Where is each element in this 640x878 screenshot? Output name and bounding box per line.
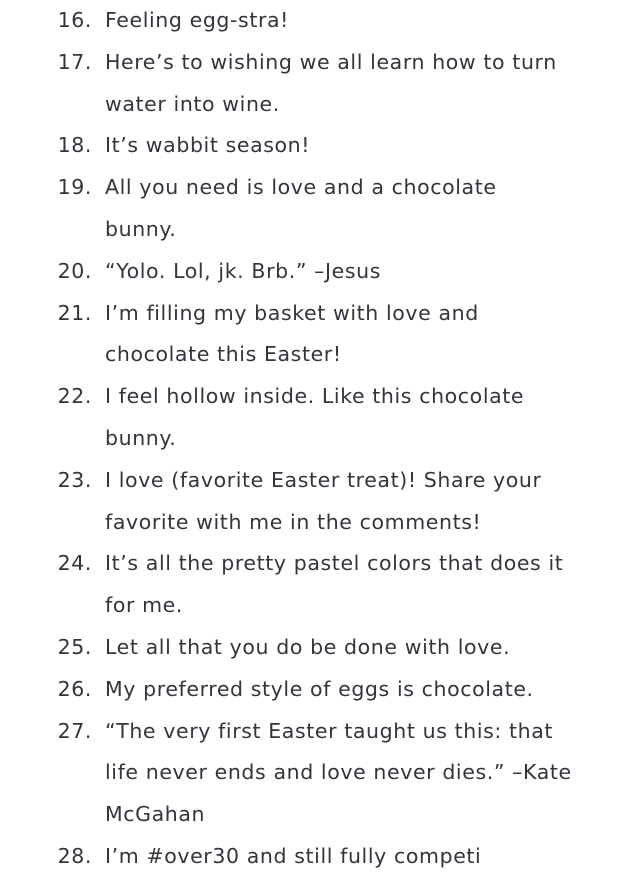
list-item-text: I feel hollow inside. Like this chocolate [105, 384, 525, 409]
list-item-text: I’m filling my basket with love and [105, 300, 479, 325]
list-item-number: 18. [57, 133, 92, 158]
list-item-text: bunny. [105, 216, 177, 241]
list-item-text: All you need is love and a chocolate [105, 175, 497, 200]
list-item-text: bunny. [105, 425, 177, 450]
list-item-text: for me. [105, 593, 184, 618]
list-item [0, 0, 605, 42]
list-item-text: Feeling egg-stra! [105, 8, 289, 32]
list-item-number: 16. [57, 8, 92, 32]
list-item-text: It’s all the pretty pastel colors that does it [105, 551, 564, 576]
list-item [0, 836, 605, 878]
list-item [0, 293, 605, 377]
list-item-number: 22. [57, 384, 92, 409]
list-item-text: “The very first Easter taught us this: that [105, 718, 554, 743]
list-item-number: 26. [57, 676, 92, 701]
list-item-text: I love (favorite Easter treat)! Share your [105, 467, 542, 492]
list-item-text: “Yolo. Lol, jk. Brb.” –Jesus [105, 258, 382, 283]
list-item [0, 711, 605, 836]
list-item-text: It’s wabbit season! [105, 133, 311, 158]
list-item-text: favorite with me in the comments! [105, 509, 482, 534]
list-item [0, 125, 605, 167]
list-item-number: 19. [57, 175, 92, 200]
list-item-number: 25. [57, 634, 92, 659]
list-item [0, 42, 605, 126]
list-item-text: McGahan [105, 802, 206, 827]
list-item-text: I’m #over30 and still fully competi [105, 843, 482, 868]
list-item-text: water into wine. [105, 91, 280, 116]
list-item-number: 27. [57, 718, 92, 743]
list-item-text: Let all that you do be done with love. [105, 634, 511, 659]
list-item-number: 23. [57, 467, 92, 492]
list-item-text: chocolate this Easter! [105, 342, 342, 367]
list-item [0, 167, 605, 251]
list-item [0, 543, 605, 627]
list-item-number: 21. [57, 300, 92, 325]
list-item-number: 24. [57, 551, 92, 576]
list-item-number: 20. [57, 258, 92, 283]
list-item-number: 28. [57, 843, 92, 868]
list-item [0, 376, 605, 460]
list-item [0, 669, 605, 711]
list-item-text: Here’s to wishing we all learn how to turn [105, 49, 557, 74]
list-item-number: 17. [57, 49, 92, 74]
list-item [0, 627, 605, 669]
list-item [0, 251, 605, 293]
list-item [0, 460, 605, 544]
list-item-text: My preferred style of eggs is chocolate. [105, 676, 534, 701]
list-item-text: life never ends and love never dies.” –Kate [105, 760, 572, 785]
